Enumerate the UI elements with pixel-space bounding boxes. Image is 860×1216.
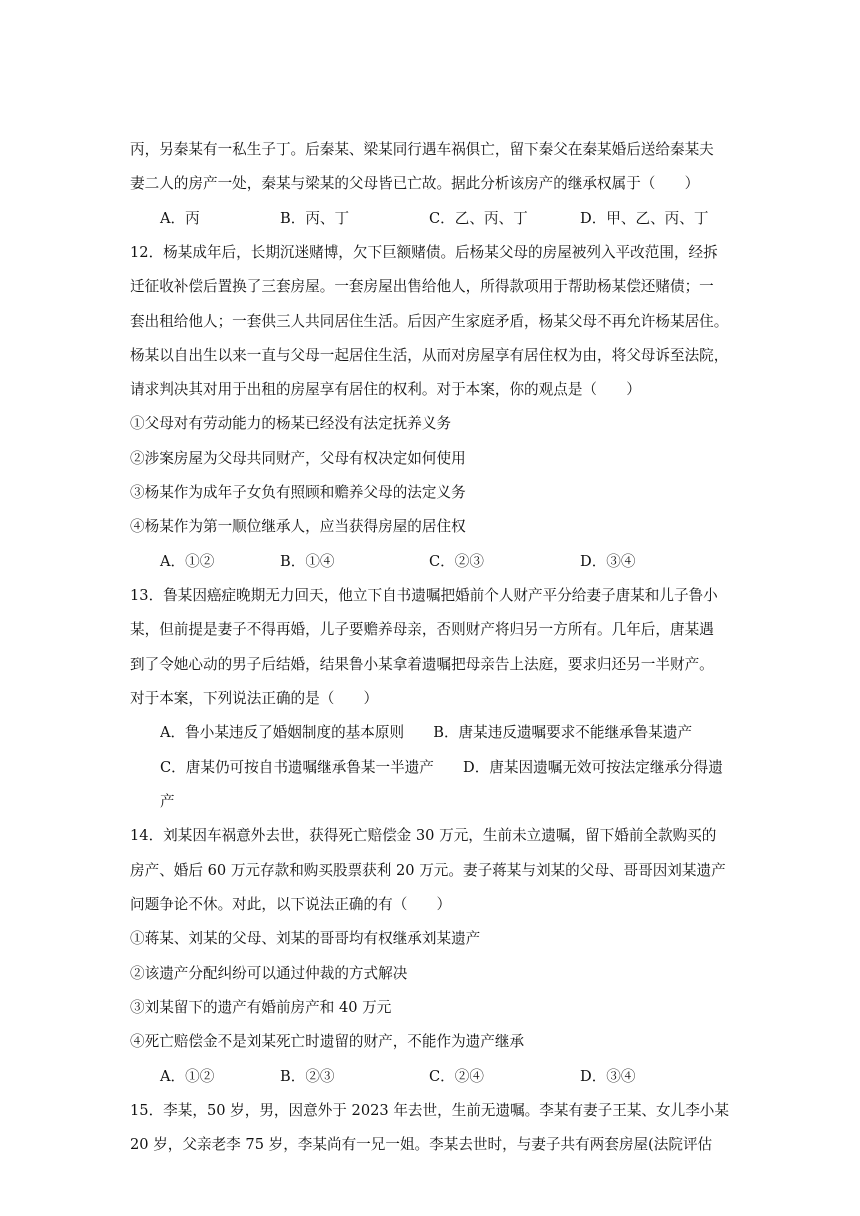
q14-statement-4: ④死亡赔偿金不是刘某死亡时遗留的财产，不能作为遗产继承 xyxy=(130,1033,525,1050)
q14-stem-line-2: 房产、婚后 60 万元存款和购买股票获利 20 万元。妻子蒋某与刘某的父母、哥哥因刘某遗产 xyxy=(130,862,726,879)
q15-stem-line-1: 15．李某，50 岁，男，因意外于 2023 年去世，生前无遗嘱。李某有妻子王某、女儿李小某 xyxy=(130,1102,729,1119)
q12-option-b[interactable]: B．①④ xyxy=(280,553,335,570)
q11-option-d[interactable]: D．甲、乙、丙、丁 xyxy=(580,210,709,227)
q11-stem-line-1: 丙，另秦某有一私生子丁。后秦某、梁某同行遇车祸俱亡，留下秦父在秦某婚后送给秦某夫 xyxy=(130,141,714,158)
q12-stem-line-3: 套出租给他人；一套供三人共同居住生活。后因产生家庭矛盾，杨某父母不再允许杨某居住。 xyxy=(130,313,729,330)
q14-stem-line-3: 问题争论不休。对此，以下说法正确的有（ ） xyxy=(130,896,452,913)
q14-statement-2: ②该遗产分配纠纷可以通过仲裁的方式解决 xyxy=(130,965,408,982)
q11-option-a[interactable]: A．丙 xyxy=(160,210,200,227)
q13-stem-line-3: 到了令她心动的男子后结婚，结果鲁小某拿着遗嘱把母亲告上法庭，要求归还另一半财产。 xyxy=(130,656,714,673)
q13-stem-line-1: 13．鲁某因癌症晚期无力回天，他立下自书遗嘱把婚前个人财产平分给妻子唐某和儿子鲁小 xyxy=(130,587,718,604)
q14-options xyxy=(160,1067,760,1087)
q12-stem-line-1: 12．杨某成年后，长期沉迷赌博，欠下巨额赌债。后杨某父母的房屋被列入平改范围，经拆 xyxy=(130,244,718,261)
q14-statement-3: ③刘某留下的遗产有婚前房产和 40 万元 xyxy=(130,999,392,1016)
q12-option-d[interactable]: D．③④ xyxy=(580,553,636,570)
q14-option-d[interactable]: D．③④ xyxy=(580,1068,636,1085)
q13-stem-line-4: 对于本案，下列说法正确的是（ ） xyxy=(130,690,379,707)
q11-option-b[interactable]: B．丙、丁 xyxy=(280,210,350,227)
q12-statement-2: ②涉案房屋为父母共同财产，父母有权决定如何使用 xyxy=(130,450,466,467)
q14-option-c[interactable]: C．②④ xyxy=(429,1068,484,1085)
q11-options xyxy=(160,209,760,229)
q13-options-line-2[interactable]: C．唐某仍可按自书遗嘱继承鲁某一半遗产 D．唐某因遗嘱无效可按法定继承分得遗 xyxy=(160,759,723,776)
q12-stem-line-5: 请求判决其对用于出租的房屋享有居住的权利。对于本案，你的观点是（ ） xyxy=(130,381,641,398)
q12-option-a[interactable]: A．①② xyxy=(160,553,215,570)
q13-options-line-3: 产 xyxy=(160,793,175,810)
q12-stem-line-2: 迁征收补偿后置换了三套房屋。一套房屋出售给他人，所得款项用于帮助杨某偿还赌债；一 xyxy=(130,278,714,295)
q12-options xyxy=(160,552,760,572)
q12-option-c[interactable]: C．②③ xyxy=(429,553,484,570)
q14-option-b[interactable]: B．②③ xyxy=(280,1068,335,1085)
q14-option-a[interactable]: A．①② xyxy=(160,1068,215,1085)
q14-statement-1: ①蒋某、刘某的父母、刘某的哥哥均有权继承刘某遗产 xyxy=(130,930,481,947)
q12-stem-line-4: 杨某以自出生以来一直与父母一起居住生活，从而对房屋享有居住权为由，将父母诉至法院， xyxy=(130,347,729,364)
q13-stem-line-2: 某，但前提是妻子不得再婚，儿子要赡养母亲，否则财产将归另一方所有。几年后，唐某遇 xyxy=(130,621,714,638)
q12-statement-1: ①父母对有劳动能力的杨某已经没有法定抚养义务 xyxy=(130,415,452,432)
q15-stem-line-2: 20 岁，父亲老李 75 岁，李某尚有一兄一姐。李某去世时，与妻子共有两套房屋(法院评估 xyxy=(130,1136,713,1153)
q14-stem-line-1: 14．刘某因车祸意外去世，获得死亡赔偿金 30 万元，生前未立遗嘱，留下婚前全款购买的 xyxy=(130,827,717,844)
q11-stem-line-2: 妻二人的房产一处，秦某与梁某的父母皆已亡故。据此分析该房产的继承权属于（ ） xyxy=(130,175,700,192)
q13-options-line-1[interactable]: A．鲁小某违反了婚姻制度的基本原则 B．唐某违反遗嘱要求不能继承鲁某遗产 xyxy=(160,724,693,741)
q12-statement-4: ④杨某作为第一顺位继承人，应当获得房屋的居住权 xyxy=(130,518,466,535)
q12-statement-3: ③杨某作为成年子女负有照顾和赡养父母的法定义务 xyxy=(130,484,466,501)
q11-option-c[interactable]: C．乙、丙、丁 xyxy=(429,210,528,227)
